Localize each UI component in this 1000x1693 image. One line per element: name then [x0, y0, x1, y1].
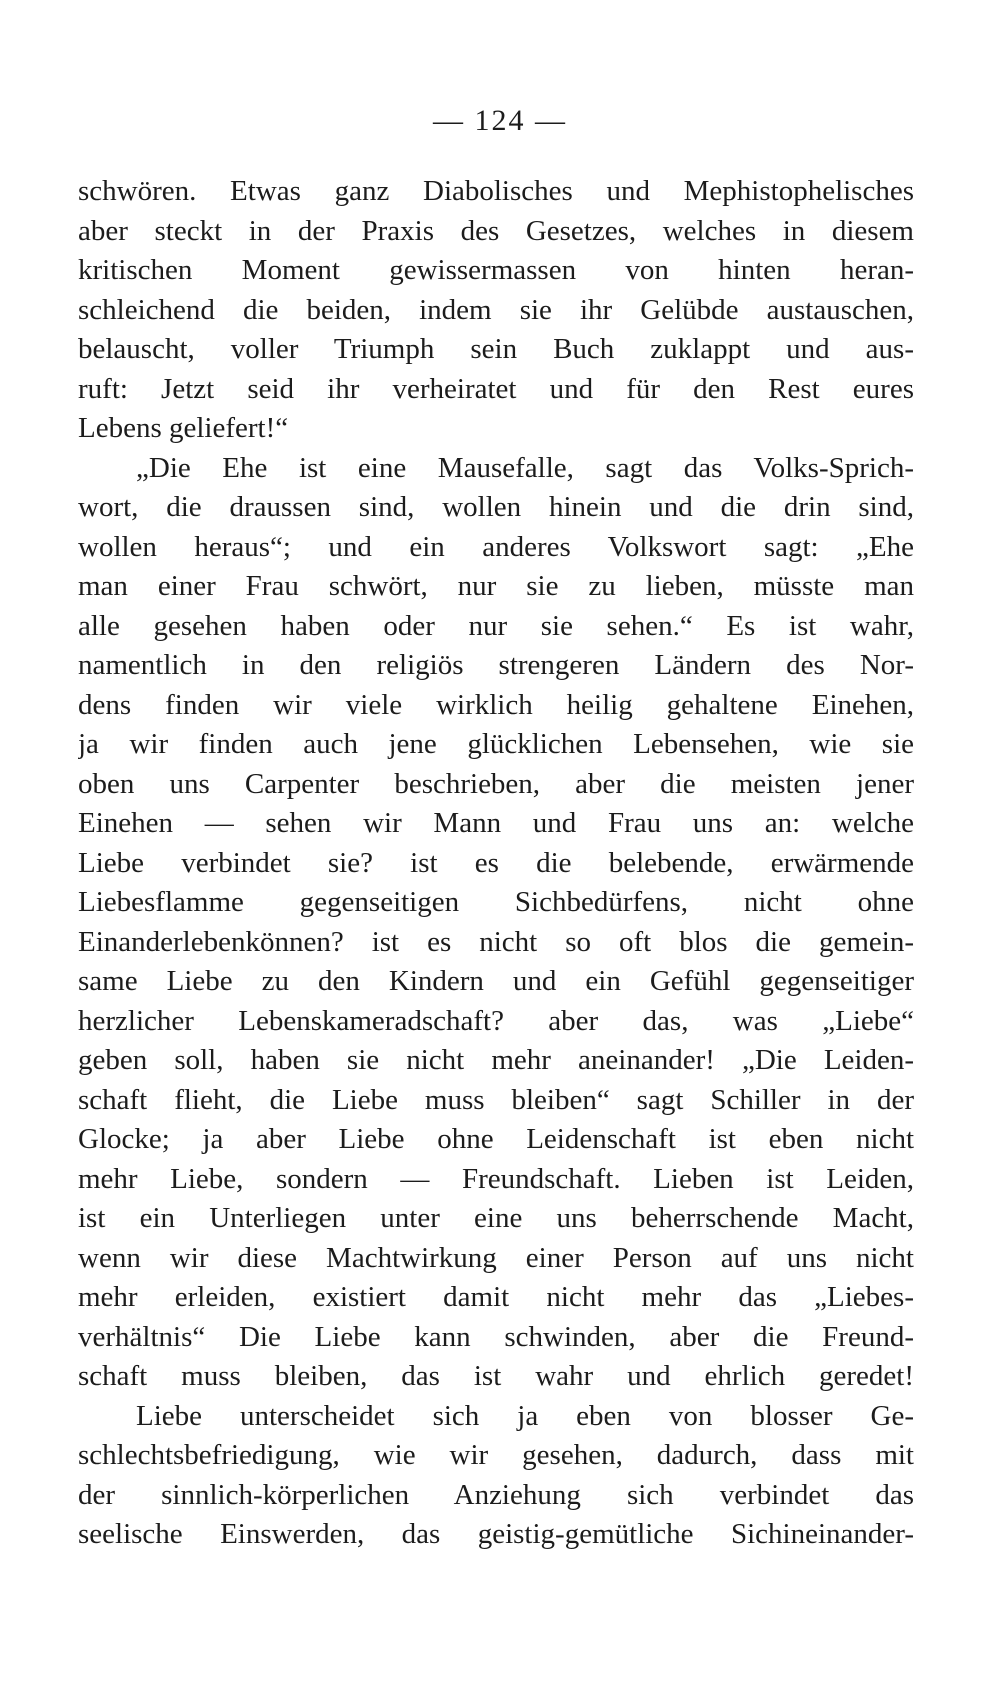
text-line: oben uns Carpenter beschrieben, aber die meisten jener	[78, 767, 914, 800]
text-line: dens finden wir viele wirklich heilig gehaltene Einehen,	[78, 688, 914, 721]
body-text	[78, 172, 914, 1555]
text-line: aber steckt in der Praxis des Gesetzes, welches in diesem	[78, 214, 914, 247]
text-line: same Liebe zu den Kindern und ein Gefühl gegenseitiger	[78, 965, 914, 997]
text-line: verhältnis“ Die Liebe kann schwinden, aber die Freund-	[78, 1320, 914, 1353]
text-line: schaft muss bleiben, das ist wahr und ehrlich geredet!	[78, 1360, 914, 1392]
text-line: ist ein Unterliegen unter eine uns beherrschende Macht,	[78, 1202, 914, 1234]
text-line: schleichend die beiden, indem sie ihr Gelübde austauschen,	[78, 293, 914, 326]
text-line: kritischen Moment gewissermassen von hinten heran-	[78, 254, 914, 286]
page-number: — 124 —	[433, 104, 567, 137]
text-line: ruft: Jetzt seid ihr verheiratet und für den Rest eures	[78, 372, 914, 405]
text-line: namentlich in den religiös strengeren Ländern des Nor-	[78, 649, 914, 681]
text-line: man einer Frau schwört, nur sie zu lieben, müsste man	[78, 570, 914, 602]
text-line: mehr erleiden, existiert damit nicht mehr das „Liebes-	[78, 1281, 914, 1313]
text-line: Liebe verbindet sie? ist es die belebende, erwärmende	[78, 846, 914, 879]
text-line: geben soll, haben sie nicht mehr aneinander! „Die Leiden-	[78, 1044, 914, 1076]
text-line: wort, die draussen sind, wollen hinein und die drin sind,	[78, 491, 914, 523]
text-line: Glocke; ja aber Liebe ohne Leidenschaft ist eben nicht	[78, 1123, 914, 1155]
text-line: alle gesehen haben oder nur sie sehen.“ Es ist wahr,	[78, 609, 914, 642]
text-line: mehr Liebe, sondern — Freundschaft. Lieben ist Leiden,	[78, 1162, 914, 1195]
text-line: belauscht, voller Triumph sein Buch zuklappt und aus-	[78, 333, 914, 365]
text-line: schaft flieht, die Liebe muss bleiben“ sagt Schiller in der	[78, 1083, 914, 1116]
paragraph-start-line: Liebe unterscheidet sich ja eben von blosser Ge-	[136, 1399, 914, 1432]
text-line: seelische Einswerden, das geistig-gemütliche Sichineinander-	[78, 1518, 914, 1550]
text-line: wenn wir diese Machtwirkung einer Person auf uns nicht	[78, 1241, 914, 1274]
text-line: Einanderlebenkönnen? ist es nicht so oft blos die gemein-	[78, 925, 914, 958]
text-line: Liebesflamme gegenseitigen Sichbedürfens, nicht ohne	[78, 886, 914, 918]
text-line: herzlicher Lebenskameradschaft? aber das, was „Liebe“	[78, 1004, 914, 1037]
text-line: wollen heraus“; und ein anderes Volkswort sagt: „Ehe	[78, 530, 914, 563]
text-line: schlechtsbefriedigung, wie wir gesehen, dadurch, dass mit	[78, 1439, 914, 1471]
paragraph-start-line: „Die Ehe ist eine Mausefalle, sagt das Volks-Sprich-	[136, 451, 914, 484]
text-line: Einehen — sehen wir Mann und Frau uns an: welche	[78, 807, 914, 839]
text-line: schwören. Etwas ganz Diabolisches und Mephistophelisches	[78, 175, 914, 207]
text-line: Lebens geliefert!“	[78, 412, 289, 444]
text-line: der sinnlich-körperlichen Anziehung sich verbindet das	[78, 1478, 914, 1511]
text-line: ja wir finden auch jene glücklichen Lebensehen, wie sie	[78, 728, 914, 760]
